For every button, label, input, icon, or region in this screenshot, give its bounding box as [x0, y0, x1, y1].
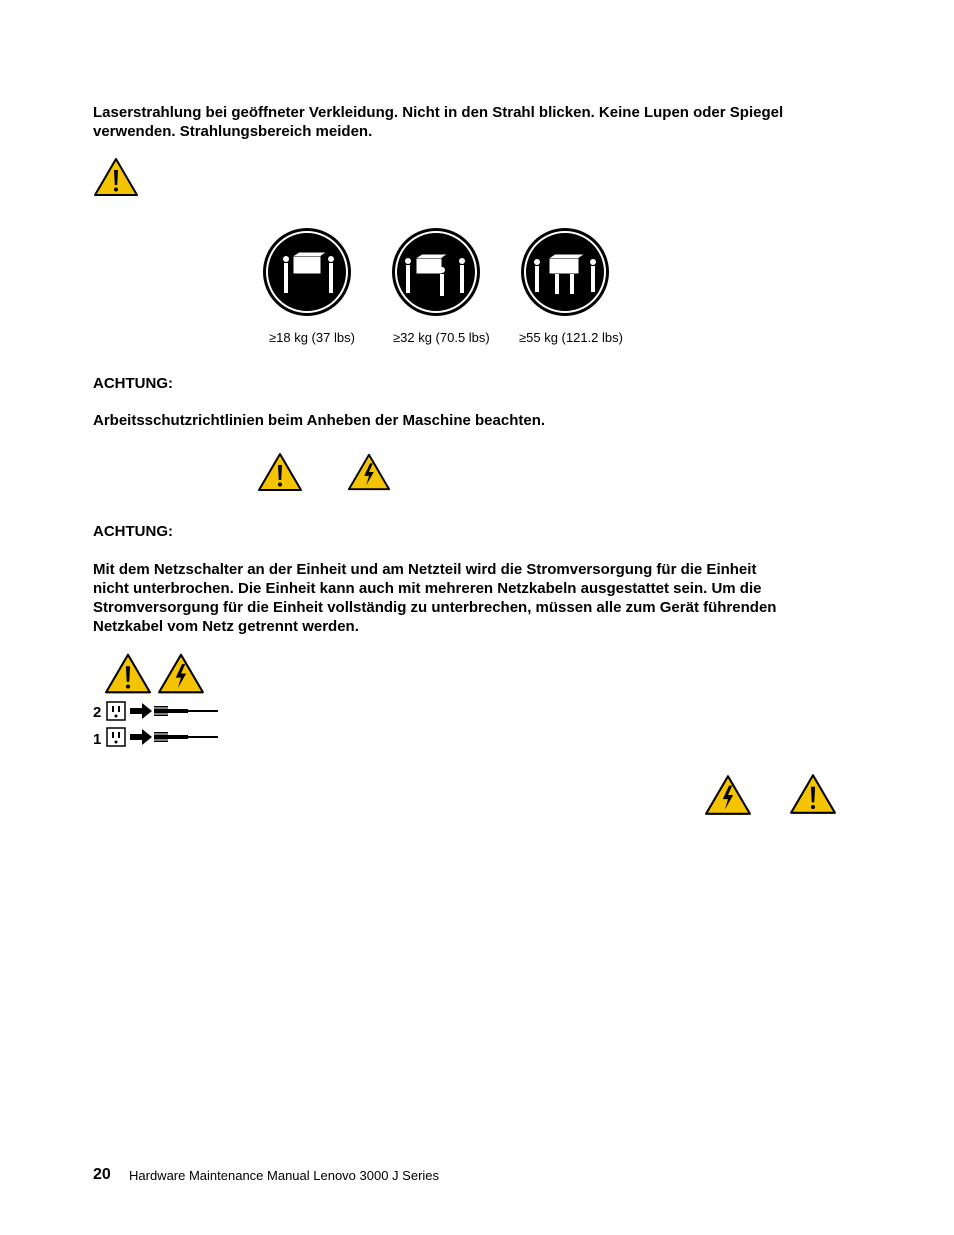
caution-power-line1: Mit dem Netzschalter an der Einheit und am Netzteil wird die Stromversorgung für die Einheit: [93, 561, 757, 578]
laser-warning-line2: verwenden. Strahlungsbereich meiden.: [93, 123, 373, 140]
outlet-label-1: 1: [93, 731, 102, 748]
three-person-lift-icon: [390, 226, 482, 318]
four-person-lift-icon: [519, 226, 611, 318]
laser-warning-line1: Laserstrahlung bei geöffneter Verkleidung. Nicht in den Strahl blicken. Keine Lupen oder Spiegel: [93, 104, 784, 121]
unplug-cord-icon: [106, 700, 221, 724]
warning-exclamation-icon: [104, 652, 152, 695]
electrical-hazard-icon: [704, 773, 752, 817]
footer-title: Hardware Maintenance Manual Lenovo 3000 J Series: [129, 1168, 440, 1183]
lift-label-18kg: ≥18 kg (37 lbs): [269, 330, 355, 345]
caution-power-line2: nicht unterbrochen. Die Einheit kann auch mit mehreren Netzkabeln ausgestattet sein. Um die: [93, 580, 762, 597]
page-number: 20: [93, 1166, 111, 1183]
caution-power-text: [93, 560, 833, 636]
caution-lifting-text: Arbeitsschutzrichtlinien beim Anheben der Maschine beachten.: [93, 412, 546, 429]
warning-exclamation-icon: [789, 773, 837, 815]
laser-warning-text: [93, 103, 833, 141]
unplug-cord-icon: [106, 726, 221, 750]
two-person-lift-icon: [261, 226, 353, 318]
warning-exclamation-icon: [257, 452, 303, 492]
caution-power-line3: Stromversorgung für die Einheit vollständig zu unterbrechen, müssen alle zum Gerät führenden: [93, 599, 777, 616]
caution-heading: ACHTUNG:: [93, 375, 173, 392]
electrical-hazard-icon: [347, 452, 391, 492]
lift-label-32kg: ≥32 kg (70.5 lbs): [393, 330, 490, 345]
outlet-label-2: 2: [93, 704, 102, 721]
warning-exclamation-icon: [93, 157, 139, 197]
caution-heading: ACHTUNG:: [93, 523, 173, 540]
electrical-hazard-icon: [157, 652, 205, 695]
caution-power-line4: Netzkabel vom Netz getrennt werden.: [93, 618, 359, 635]
lift-label-55kg: ≥55 kg (121.2 lbs): [519, 330, 623, 345]
